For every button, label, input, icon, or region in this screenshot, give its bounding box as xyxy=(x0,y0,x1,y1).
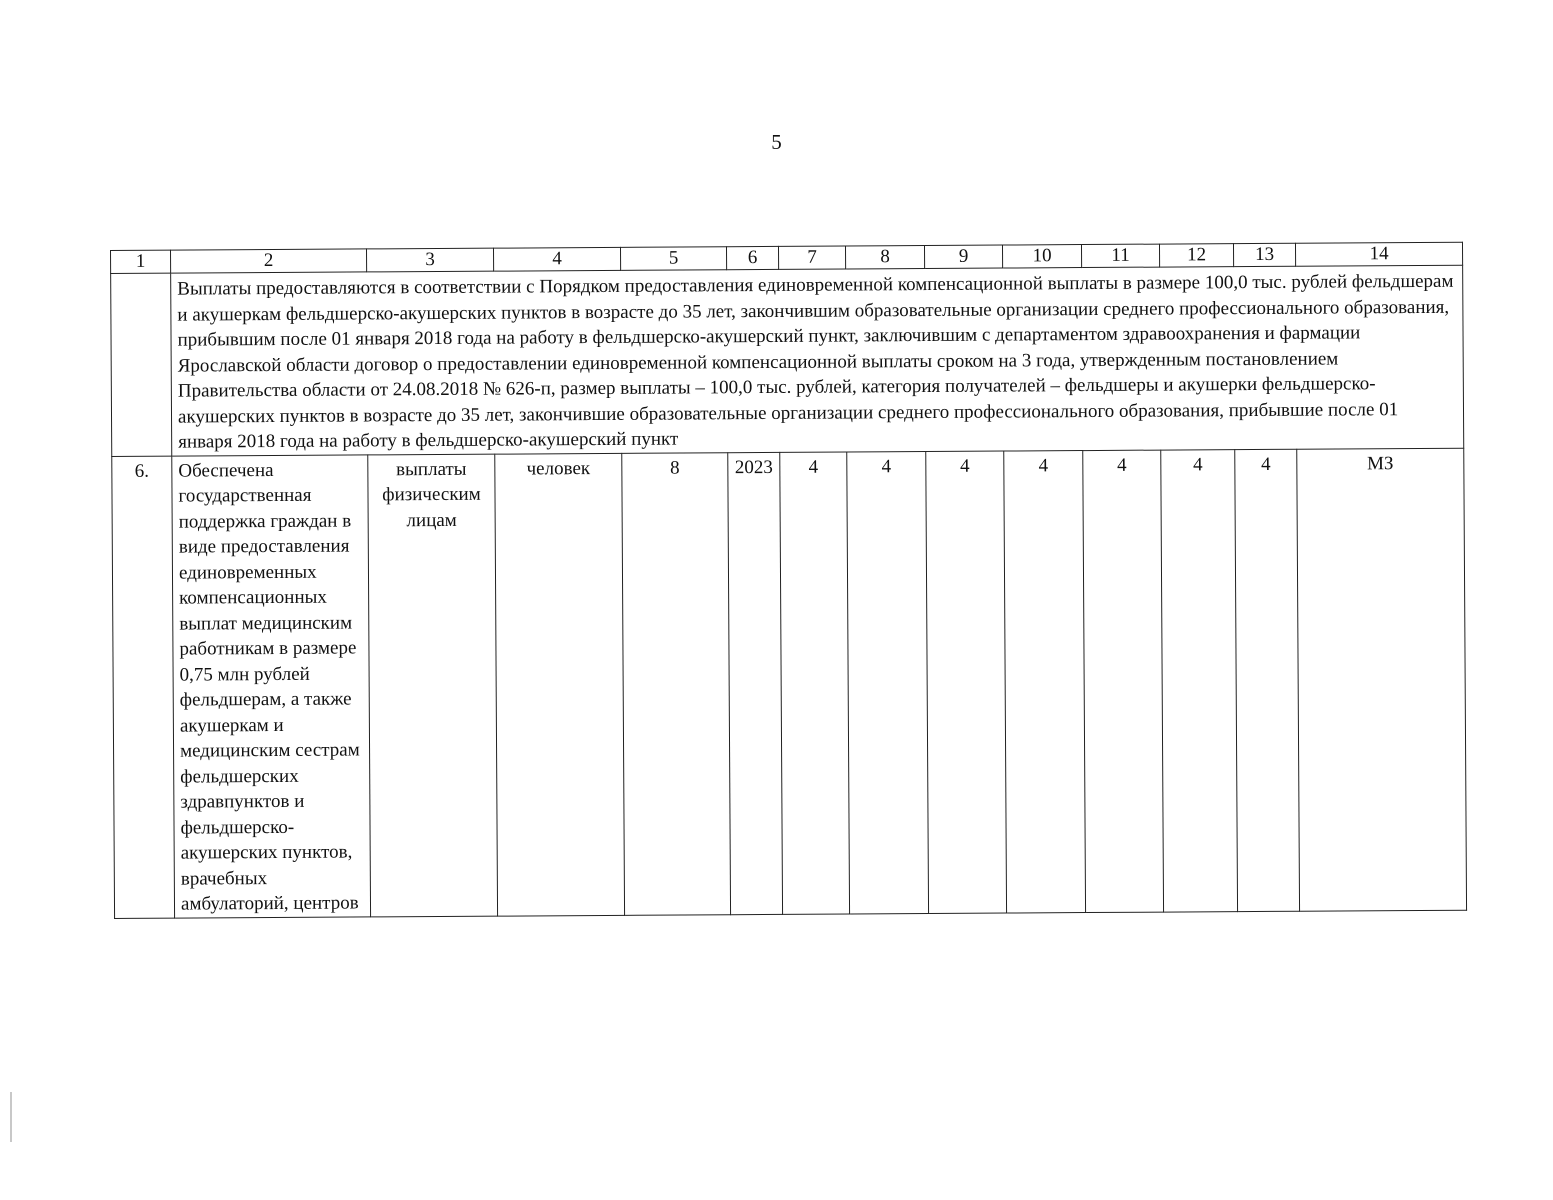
table-row xyxy=(112,448,1467,918)
base-value: 8 xyxy=(622,452,731,915)
note-row xyxy=(111,265,1464,456)
column-number-6: 6 xyxy=(726,246,778,269)
scan-margin-line xyxy=(10,1092,12,1142)
value-col-11: 4 xyxy=(1083,450,1164,912)
indicators-table xyxy=(110,242,1467,919)
column-number-9: 9 xyxy=(924,245,1002,268)
result-name: Обеспечена государственная поддержка граждан в виде предоставления единовременных компенсационных выплат медицинским работникам в размере 0,75 млн рублей фельдшерам, а также акушеркам и медицинским сестрам фельдшерских здравпунктов и фельдшерско-акушерских пунктов, врачебных амбулаторий, центров xyxy=(172,454,371,917)
column-number-8: 8 xyxy=(845,246,924,269)
page-number: 5 xyxy=(771,130,782,154)
column-number-13: 13 xyxy=(1233,243,1295,266)
row-number: 6. xyxy=(112,456,175,918)
responsible-executor: МЗ xyxy=(1297,448,1467,911)
column-number-2: 2 xyxy=(171,249,367,273)
value-col-8: 4 xyxy=(847,451,929,913)
column-number-7: 7 xyxy=(778,246,845,269)
note-text: Выплаты предоставляются в соответствии с Порядком предоставления единовременной компенсационной выплаты в размере 100,0 тыс. рублей фельдшерам и акушеркам фельдшерско-акушерских пунктов в возрасте до 35 лет, закончившим образовательные организации среднего профессионального образования, прибывшим после 01 января 2018 года на работу в фельдшерско-акушерский пункт, заключившим с департаментом здравоохранения и фармации Ярославской области договор о предоставлении единовременной компенсационной выплаты сроком на 3 года, утвержденным постановлением Правительства области от 24.08.2018 № 626-п, размер выплаты – 100,0 тыс. рублей, категория получателей – фельдшеры и акушерки фельдшерско-акушерских пунктов в возрасте до 35 лет, закончившие образовательные организации среднего профессионального образования, прибывшие после 01 января 2018 года на работу в фельдшерско-акушерский пункт xyxy=(171,265,1464,455)
base-year: 2023 xyxy=(728,452,783,914)
column-number-5: 5 xyxy=(620,247,726,271)
value-col-7: 4 xyxy=(780,452,850,914)
column-number-3: 3 xyxy=(366,248,493,272)
column-number-4: 4 xyxy=(493,247,620,271)
note-number-cell xyxy=(111,273,172,456)
value-col-13: 4 xyxy=(1235,449,1300,911)
result-type: выплаты физическим лицам xyxy=(368,454,498,917)
value-col-10: 4 xyxy=(1004,450,1086,912)
column-number-11: 11 xyxy=(1081,244,1159,267)
column-number-1: 1 xyxy=(111,250,171,273)
value-col-12: 4 xyxy=(1161,449,1238,911)
column-number-14: 14 xyxy=(1295,242,1462,266)
column-number-10: 10 xyxy=(1002,245,1081,268)
value-col-9: 4 xyxy=(926,451,1007,913)
column-number-12: 12 xyxy=(1159,244,1233,267)
unit-of-measure: человек xyxy=(495,453,625,916)
